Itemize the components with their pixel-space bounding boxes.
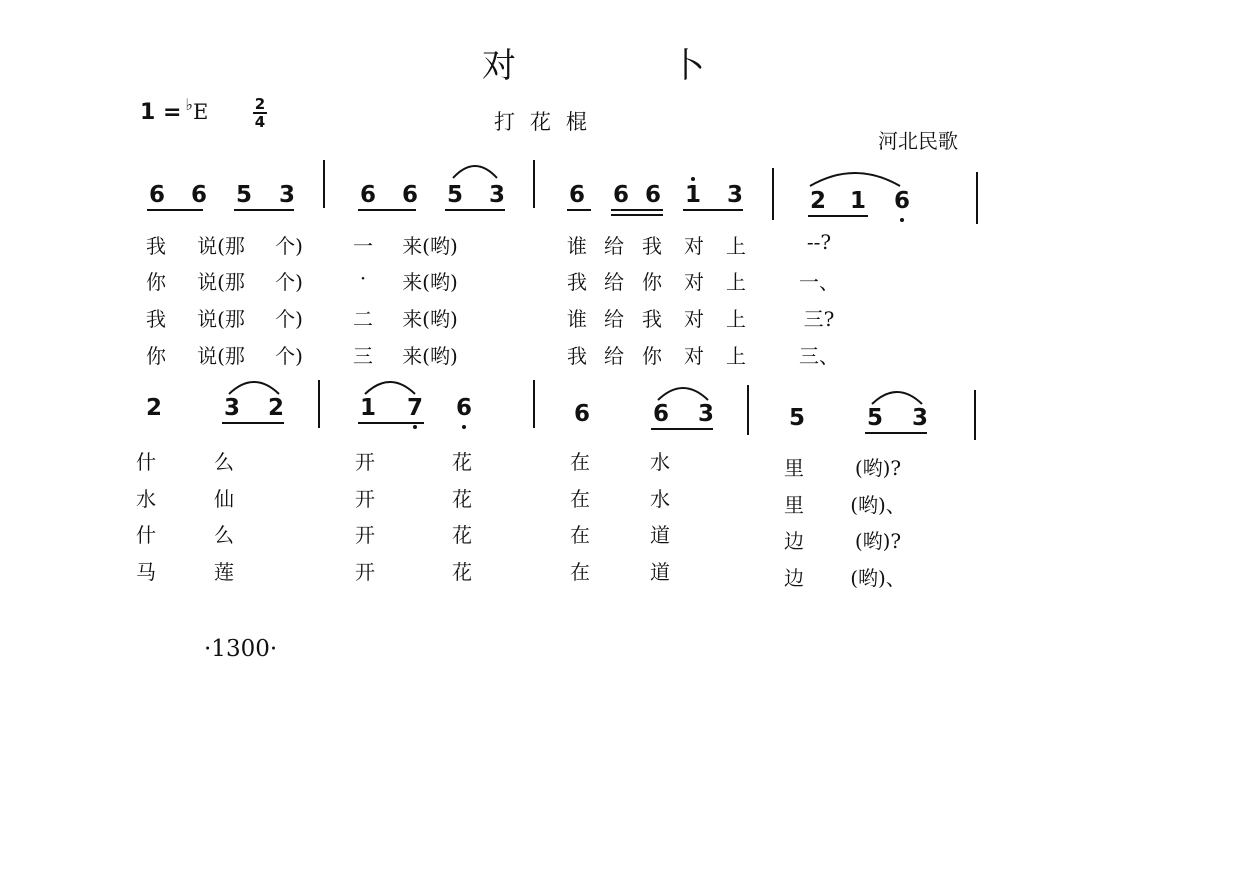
underline-beam (651, 428, 713, 430)
note: 3 (278, 182, 295, 208)
lyric: 对 (684, 234, 704, 258)
lyric: 说(那 (197, 270, 245, 294)
lyric: 对 (684, 344, 704, 368)
note: 5 (866, 405, 883, 431)
lyric: 在 (570, 560, 590, 584)
lyric: 个) (275, 344, 303, 368)
lyric: (哟)、 (850, 566, 906, 590)
note-high-octave: 1 (682, 182, 704, 208)
lyric: --? (806, 230, 832, 254)
note: 2 (267, 395, 284, 421)
lyric: · (359, 266, 367, 290)
underline-beam-double (611, 214, 663, 216)
lyric: (哟)、 (850, 493, 906, 517)
lyric: 水 (650, 487, 670, 511)
lyric: 来(哟) (402, 344, 458, 368)
lyric: 边 (784, 566, 804, 590)
time-signature (252, 96, 268, 130)
note: 5 (446, 182, 463, 208)
barline (747, 385, 749, 435)
note-low-octave: 7 (404, 395, 426, 421)
note-low-octave: 6 (453, 395, 475, 421)
lyric: 谁 (567, 234, 587, 258)
lyric: 仙 (214, 487, 234, 511)
note: 5 (788, 405, 805, 431)
lyric: 说(那 (197, 234, 245, 258)
note: 2 (809, 188, 826, 214)
tie-slur (226, 376, 282, 398)
lyric: 花 (452, 450, 472, 474)
underline-beam (683, 209, 743, 211)
lyric: 我 (642, 234, 662, 258)
tie-slur (869, 386, 925, 408)
lyric: 在 (570, 523, 590, 547)
note: 6 (401, 182, 418, 208)
lyric: 一 (353, 234, 373, 258)
lyric: 花 (452, 560, 472, 584)
key-signature (140, 95, 209, 125)
lyric: 里 (784, 456, 804, 480)
lyric: 你 (146, 270, 166, 294)
lyric: 开 (355, 560, 375, 584)
lyric: 上 (726, 234, 746, 258)
note: 5 (235, 182, 252, 208)
time-denominator: 4 (254, 113, 266, 131)
lyric: 个) (275, 307, 303, 331)
song-subtitle: 打花棍 (494, 110, 602, 134)
lyric: 来(哟) (402, 234, 458, 258)
lyric: 我 (146, 234, 166, 258)
underline-beam (358, 422, 424, 424)
note: 3 (911, 405, 928, 431)
note: 6 (573, 401, 590, 427)
lyric: 么 (214, 523, 234, 547)
lyric: 谁 (567, 307, 587, 331)
page-number: ·1300· (204, 636, 278, 662)
note: 6 (652, 401, 669, 427)
lyric: 开 (355, 523, 375, 547)
tie-slur (450, 160, 500, 182)
lyric: 说(那 (197, 344, 245, 368)
lyric: 什 (136, 450, 156, 474)
lyric: 上 (726, 307, 746, 331)
barline (533, 160, 535, 208)
note-low-octave: 6 (891, 188, 913, 214)
lyric: 个) (275, 270, 303, 294)
lyric: 在 (570, 487, 590, 511)
lyric: 什 (136, 523, 156, 547)
lyric: 来(哟) (402, 270, 458, 294)
note: 6 (148, 182, 165, 208)
note: 6 (644, 182, 661, 208)
flat-sign: ♭ (185, 95, 193, 114)
lyric: 说(那 (197, 307, 245, 331)
underline-beam (234, 209, 294, 211)
key-prefix: 1 = (140, 100, 182, 125)
note: 6 (568, 182, 585, 208)
lyric: 你 (642, 270, 662, 294)
lyric: (哟)? (854, 529, 902, 553)
lyric: 花 (452, 487, 472, 511)
lyric: 来(哟) (402, 307, 458, 331)
lyric: 里 (784, 493, 804, 517)
lyric: 我 (146, 307, 166, 331)
note: 3 (223, 395, 240, 421)
lyric: 水 (136, 487, 156, 511)
note: 3 (488, 182, 505, 208)
lyric: 三、 (799, 344, 839, 368)
barline (323, 160, 325, 208)
note: 6 (612, 182, 629, 208)
lyric: 我 (642, 307, 662, 331)
lyric: 在 (570, 450, 590, 474)
tie-slur (655, 382, 711, 404)
barline (318, 380, 320, 428)
lyric: 对 (684, 307, 704, 331)
time-numerator: 2 (254, 95, 266, 113)
underline-beam (147, 209, 203, 211)
lyric: 个) (275, 234, 303, 258)
tie-slur (362, 376, 418, 398)
lyric: 么 (214, 450, 234, 474)
tie-slur (806, 168, 904, 190)
lyric: 花 (452, 523, 472, 547)
lyric: 马 (136, 560, 156, 584)
note: 2 (145, 395, 162, 421)
lyric: 给 (604, 307, 624, 331)
lyric: 上 (726, 270, 746, 294)
lyric: 三 (353, 344, 373, 368)
lyric: 边 (784, 529, 804, 553)
underline-beam (808, 215, 868, 217)
note: 1 (849, 188, 866, 214)
underline-beam (358, 209, 416, 211)
lyric: 二 (353, 307, 373, 331)
barline (533, 380, 535, 428)
lyric: (哟)? (854, 456, 902, 480)
note: 3 (726, 182, 743, 208)
lyric: 我 (567, 344, 587, 368)
lyric: 道 (650, 523, 670, 547)
barline (974, 390, 976, 440)
underline-beam (611, 209, 663, 211)
lyric: 水 (650, 450, 670, 474)
lyric: 上 (726, 344, 746, 368)
lyric: 给 (604, 234, 624, 258)
barline (772, 168, 774, 220)
barline (976, 172, 978, 224)
lyric: 对 (684, 270, 704, 294)
note: 3 (697, 401, 714, 427)
song-title: 对 卜 (482, 46, 777, 86)
lyric: 你 (642, 344, 662, 368)
lyric: 一、 (799, 270, 839, 294)
lyric: 开 (355, 450, 375, 474)
underline-beam (865, 432, 927, 434)
lyric: 你 (146, 344, 166, 368)
note: 6 (359, 182, 376, 208)
note: 6 (190, 182, 207, 208)
lyric: 给 (604, 344, 624, 368)
underline-beam (222, 422, 284, 424)
lyric: 道 (650, 560, 670, 584)
key-note: E (192, 100, 209, 124)
lyric: 三? (803, 307, 835, 331)
underline-beam (567, 209, 591, 211)
lyric: 我 (567, 270, 587, 294)
lyric: 给 (604, 270, 624, 294)
lyric: 莲 (214, 560, 234, 584)
note: 1 (359, 395, 376, 421)
underline-beam (445, 209, 505, 211)
song-origin: 河北民歌 (878, 129, 958, 153)
lyric: 开 (355, 487, 375, 511)
